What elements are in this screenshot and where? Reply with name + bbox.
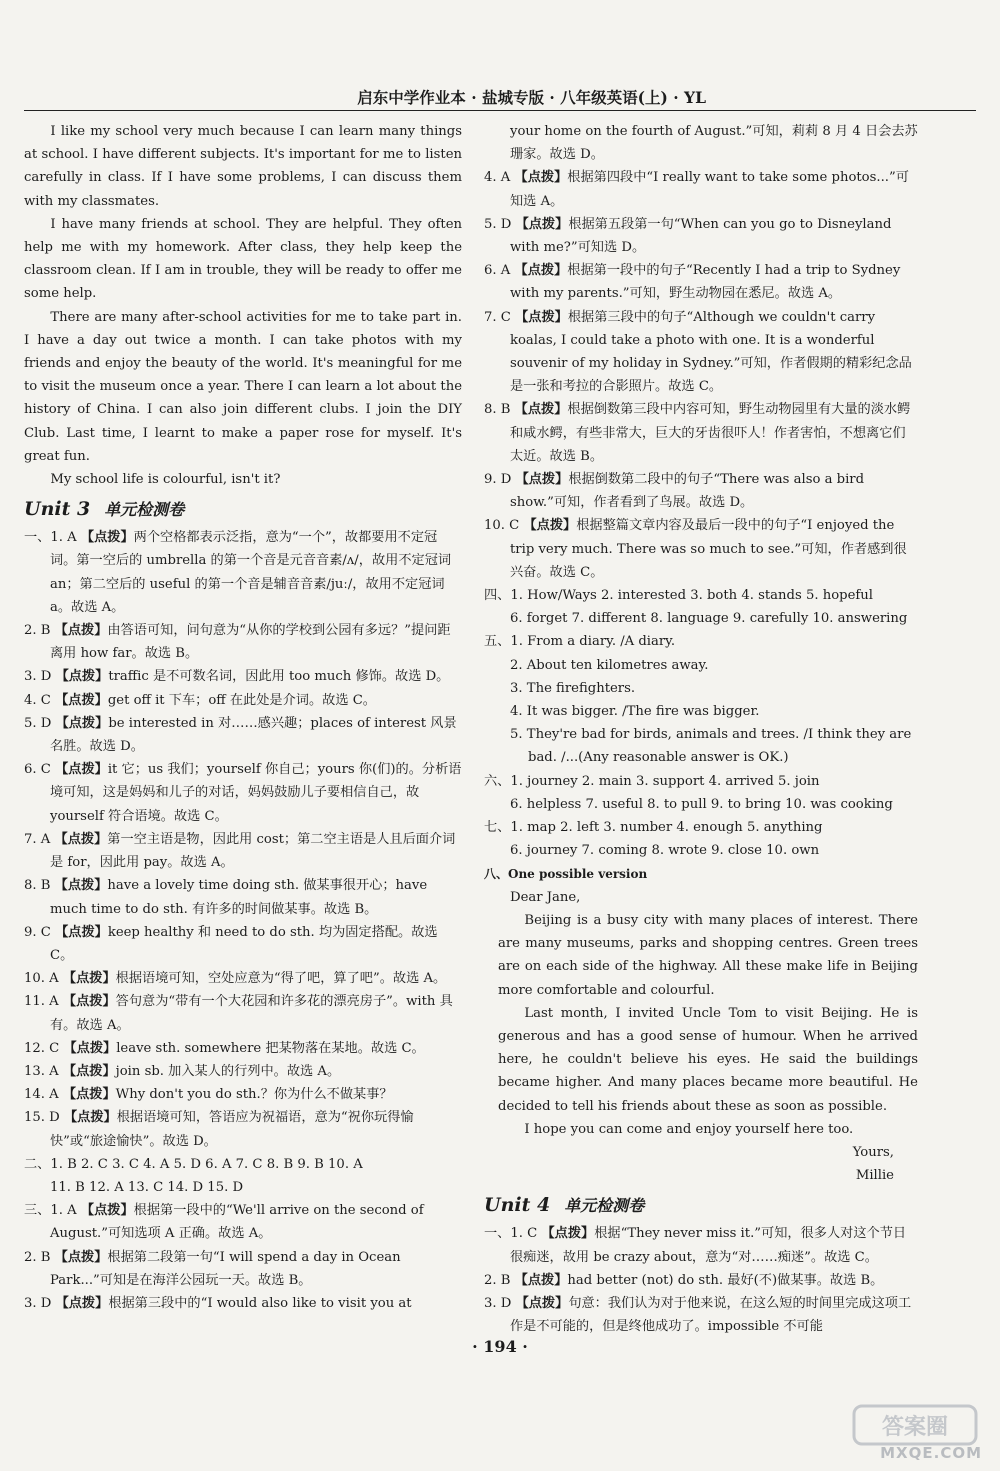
answer-item	[484, 398, 918, 468]
section-2-answers-row: 二、1. B 2. C 3. C 4. A 5. D 6. A 7. C 8. B 9. B 10. A	[24, 1156, 363, 1172]
answer-explanation: 根据倒数第二段中的句子“There was also a bird show.”可知，作者看到了鸟展。故选 D。	[510, 472, 865, 511]
answer-item	[24, 874, 462, 920]
section-8-heading: 八、One possible version	[484, 866, 648, 881]
letter-paragraph: Beijing is a busy city with many places of interest. There are many museums, parks and shopping centres. Green trees are on each side of the highway. All these make life in Beijing more comfortable and colourful.	[498, 912, 918, 998]
answer-explanation: 第一空主语是物，因此用 cost；第二空主语是人且后面介词是 for，因此用 pay。故选 A。	[50, 831, 456, 871]
page-number: · 194 ·	[472, 1337, 528, 1356]
answer-number: 3. D	[484, 1295, 512, 1311]
answer-item	[484, 166, 918, 212]
section-5-answer: 5. They're bad for birds, animals and trees. /I think they are bad. /...(Any reasonable answer is OK.)	[510, 727, 912, 766]
hint-tag: 【点拨】	[515, 309, 568, 325]
answer-explanation: 答句意为“带有一个大花园和许多花的漂亮房子”。with 具有。故选 A。	[50, 994, 453, 1033]
answer-explanation: 两个空格都表示泛指，意为“一个”，故都要用不定冠词。第一空后的 umbrella 的第一个音是元音音素/ʌ/，故用不定冠词 an；第二空后的 useful 的第一个音是辅音音素/juː/，故用不定冠词 a。故选 A。	[50, 530, 452, 615]
hint-tag: 【点拨】	[541, 1226, 595, 1242]
letter-paragraph: Last month, I invited Uncle Tom to visit Beijing. He is generous and has a good sense of humour. When he arrived here, he couldn't believe his eyes. He said the buildings became higher. And many places became more beautiful. He decided to tell his friends about these as soon as possible.	[498, 1005, 918, 1114]
answer-item	[484, 514, 918, 584]
answer-number: 一、1. C	[484, 1226, 538, 1242]
right-column	[484, 120, 918, 1338]
unit-title: Unit 4	[484, 1194, 551, 1217]
hint-tag: 【点拨】	[54, 831, 108, 847]
section-4-answers-row: 6. forget 7. different 8. language 9. carefully 10. answering	[510, 611, 908, 627]
answer-number: 10. A	[24, 971, 59, 987]
answer-explanation: leave sth. somewhere 把某物落在某地。故选 C。	[116, 1040, 425, 1056]
answer-number: 5. D	[24, 715, 52, 731]
hint-tag: 【点拨】	[62, 1063, 116, 1079]
answer-explanation: be interested in 对……感兴趣；places of interest 风景名胜。故选 D。	[50, 715, 457, 755]
answer-number: 2. B	[24, 1249, 51, 1265]
answer-explanation: it 它；us 我们；yourself 你自己；yours 你(们)的。分析语境可知，这是妈妈和儿子的对话，妈妈鼓励儿子要相信自己，故 yourself 符合语境。故选 C。	[50, 762, 462, 824]
answer-number: 三、1. A	[24, 1203, 77, 1219]
answer-number: 4. A	[484, 170, 511, 186]
answer-item	[484, 468, 918, 514]
hint-tag: 【点拨】	[514, 170, 568, 186]
answer-explanation: 句意：我们认为对于他来说，在这么短的时间里完成这项工作是不可能的，但是终他成功了。impossible 不可能	[510, 1295, 912, 1335]
hint-tag: 【点拨】	[62, 971, 116, 987]
section-5-answer: 4. It was bigger. /The fire was bigger.	[510, 704, 760, 720]
essay-paragraph: I like my school very much because I can learn many things at school. I have different subjects. It's important for me to listen carefully in class. If I have some problems, I can discuss them with my classmates.	[24, 124, 462, 209]
hint-tag: 【点拨】	[515, 472, 569, 488]
answer-explanation: 根据整篇文章内容及最后一段中的句子“I enjoyed the trip very much. There was so much to see.”可知，作者感到很兴奋。故选 C。	[510, 518, 907, 580]
answer-explanation: 由答语可知，问句意为“从你的学校到公园有多远？”提问距离用 how far。故选 B。	[50, 623, 451, 662]
essay-paragraph: I have many friends at school. They are helpful. They often help me with my homework. After class, they help keep the classroom clean. If I am in trouble, they will be ready to offer me some help.	[24, 216, 462, 302]
answer-item	[24, 967, 462, 990]
hint-tag: 【点拨】	[514, 263, 568, 279]
hint-tag: 【点拨】	[62, 994, 116, 1010]
answer-explanation: 根据语境可知，答语应为祝福语，意为“祝你玩得愉快”或“旅途愉快”。故选 D。	[50, 1110, 414, 1149]
hint-tag: 【点拨】	[515, 216, 569, 232]
section-3-answer-list	[24, 1199, 462, 1315]
unit-3-answer-list	[24, 526, 462, 1152]
answer-item	[24, 1292, 462, 1315]
answer-number: 6. C	[24, 762, 51, 778]
section-7-answers-row: 6. journey 7. coming 8. wrote 9. close 10. own	[510, 843, 820, 859]
answer-item	[24, 921, 462, 967]
answer-item	[24, 1199, 462, 1245]
answer-item	[24, 1106, 462, 1152]
answer-explanation: 根据第一段中的句子“Recently I had a trip to Sydney with my parents.”可知，野生动物园在悉尼。故选 A。	[510, 263, 901, 302]
section-2-answers-row: 11. B 12. A 13. C 14. D 15. D	[50, 1179, 244, 1195]
header-rule	[24, 110, 976, 111]
section-5-first-answer: 五、1. From a diary. /A diary.	[484, 634, 676, 650]
answer-item	[484, 259, 918, 305]
answer-explanation: join sb. 加入某人的行列中。故选 A。	[115, 1063, 341, 1079]
section-5-answer: 2. About ten kilometres away.	[510, 657, 709, 673]
hint-tag: 【点拨】	[54, 623, 108, 639]
hint-tag: 【点拨】	[55, 669, 109, 685]
answer-item	[24, 1246, 462, 1292]
answer-explanation: 根据第三段中的句子“Although we couldn't carry koalas, I could take a photo with one. It is a wonderful souvenir of my holiday in Sydney.”可知，作者假期的精彩纪念品是一张和考拉的合影照片。故选 C。	[510, 309, 912, 395]
answer-item	[24, 1060, 462, 1083]
answer-item	[484, 1292, 918, 1338]
left-column	[24, 120, 462, 1315]
answer-number: 4. C	[24, 692, 51, 708]
answer-number: 14. A	[24, 1087, 59, 1103]
answer-item	[24, 619, 462, 665]
section-6-answers-row: 6. helpless 7. useful 8. to pull 9. to bring 10. was cooking	[510, 796, 893, 812]
hint-tag: 【点拨】	[55, 692, 108, 708]
answer-item	[484, 213, 918, 259]
answer-number: 15. D	[24, 1110, 60, 1126]
answer-explanation: get off it 下车；off 在此处是介词。故选 C。	[107, 692, 376, 708]
answer-explanation: Why don't you do sth.？你为什么不做某事？	[115, 1087, 393, 1103]
unit-subtitle: 单元检测卷	[564, 1196, 645, 1216]
answer-item	[24, 526, 462, 619]
hint-tag: 【点拨】	[55, 1295, 109, 1311]
answer-number: 7. A	[24, 831, 51, 847]
section-7-answers-row: 七、1. map 2. left 3. number 4. enough 5. anything	[484, 820, 823, 836]
section-5-answer: 3. The firefighters.	[510, 680, 636, 696]
answer-number: 9. C	[24, 924, 51, 940]
answer-explanation: have a lovely time doing sth. 做某事很开心；have much time to do sth. 有许多的时间做某事。故选 B。	[50, 878, 428, 917]
hint-tag: 【点拨】	[55, 715, 109, 731]
answer-number: 5. D	[484, 216, 512, 232]
answer-number: 11. A	[24, 994, 59, 1010]
hint-tag: 【点拨】	[55, 924, 108, 940]
answer-number: 2. B	[484, 1272, 511, 1288]
section-6-answers-row: 六、1. journey 2. main 3. support 4. arrived 5. join	[484, 773, 820, 789]
answer-number: 8. B	[484, 402, 511, 418]
answer-explanation: 根据第一段中的“We'll arrive on the second of August.”可知选项 A 正确。故选 A。	[50, 1203, 424, 1242]
answer-explanation: had better (not) do sth. 最好(不)做某事。故选 B。	[567, 1272, 884, 1288]
letter-closing: Yours,	[852, 1144, 894, 1160]
hint-tag: 【点拨】	[63, 1040, 117, 1056]
answer-number: 10. C	[484, 518, 520, 534]
unit-4-heading	[484, 1191, 918, 1220]
hint-tag: 【点拨】	[55, 762, 108, 778]
answer-number: 3. D	[24, 669, 52, 685]
answer-explanation: keep healthy 和 need to do sth. 均为固定搭配。故选 C。	[50, 924, 438, 963]
answer-item	[484, 1222, 918, 1268]
hint-tag: 【点拨】	[515, 1295, 569, 1311]
answer-item	[24, 990, 462, 1036]
unit-title: Unit 3	[24, 498, 91, 521]
answer-item	[24, 758, 462, 828]
answer-number: 8. B	[24, 878, 51, 894]
answer-explanation: 根据第四段中“I really want to take some photos...”可知选 A。	[510, 170, 909, 209]
unit-4-answer-list	[484, 1222, 918, 1338]
answer-explanation: 根据第二段第一句“I will spend a day in Ocean Park...”可知是在海洋公园玩一天。故选 B。	[50, 1249, 401, 1288]
section-4-answers-row: 四、1. How/Ways 2. interested 3. both 4. stands 5. hopeful	[484, 588, 873, 604]
essay-paragraph: There are many after-school activities for me to take part in. I have a day out twice a month. I can take photos with my friends and enjoy the beauty of the world. It's meaningful for me to visit the museum once a year. There I can learn a lot about the history of China. I can also join different clubs. I join the DIY Club. Last time, I learnt to make a paper rose for myself. It's great fun.	[24, 309, 462, 464]
answer-number: 3. D	[24, 1295, 52, 1311]
answer-item	[24, 689, 462, 712]
answer-item	[24, 1037, 462, 1060]
hint-tag: 【点拨】	[80, 530, 134, 546]
unit-subtitle: 单元检测卷	[104, 500, 185, 520]
answer-explanation: 根据第三段中的“I would also like to visit you at	[108, 1295, 412, 1311]
answer-number: 一、1. A	[24, 530, 77, 546]
letter-signature: Millie	[855, 1168, 894, 1184]
answer-explanation: 根据“They never miss it.”可知，很多人对这个节日很痴迷，故用 be crazy about，意为“对……痴迷”。故选 C。	[510, 1226, 907, 1265]
essay-paragraph: My school life is colourful, isn't it?	[50, 472, 281, 488]
continued-answer: your home on the fourth of August.”可知，莉莉 8 月 4 日会去苏珊家。故选 D。	[510, 124, 918, 163]
answer-item	[24, 828, 462, 874]
answer-number: 7. C	[484, 309, 511, 325]
answer-number: 12. C	[24, 1040, 60, 1056]
hint-tag: 【点拨】	[523, 518, 577, 534]
hint-tag: 【点拨】	[54, 878, 108, 894]
hint-tag: 【点拨】	[54, 1249, 108, 1265]
hint-tag: 【点拨】	[514, 1272, 568, 1288]
answer-explanation: 根据第五段第一句“When can you go to Disneyland with me?”可知选 D。	[510, 216, 892, 256]
answer-explanation: traffic 是不可数名词，因此用 too much 修饰。故选 D。	[108, 669, 450, 685]
unit-3-heading	[24, 495, 462, 524]
hint-tag: 【点拨】	[80, 1203, 134, 1219]
answer-item	[24, 712, 462, 758]
answer-item	[24, 665, 462, 688]
letter-greeting: Dear Jane,	[510, 889, 581, 905]
answer-number: 9. D	[484, 472, 512, 488]
page-header: 启东中学作业本 · 盐城专版 · 八年级英语(上) · YL	[357, 88, 706, 107]
answer-item	[484, 1269, 918, 1292]
answer-number: 13. A	[24, 1063, 59, 1079]
answer-item	[484, 306, 918, 399]
answer-explanation: 根据倒数第三段中内容可知，野生动物园里有大量的淡水鳄和咸水鳄，有些非常大，巨大的牙齿很吓人！作者害怕，不想离它们太近。故选 B。	[510, 402, 911, 464]
answer-number: 2. B	[24, 623, 51, 639]
hint-tag: 【点拨】	[514, 402, 568, 418]
answer-explanation: 根据语境可知，空处应意为“得了吧，算了吧”。故选 A。	[115, 971, 447, 987]
watermark-logo-text: 答案圈	[881, 1415, 949, 1440]
answer-item	[24, 1083, 462, 1106]
letter-paragraph: I hope you can come and enjoy yourself here too.	[524, 1121, 854, 1137]
hint-tag: 【点拨】	[63, 1110, 117, 1126]
answer-number: 6. A	[484, 263, 511, 279]
watermark-text: MXQE.COM	[880, 1444, 982, 1462]
section-3-continued-list	[484, 166, 918, 584]
hint-tag: 【点拨】	[62, 1087, 116, 1103]
